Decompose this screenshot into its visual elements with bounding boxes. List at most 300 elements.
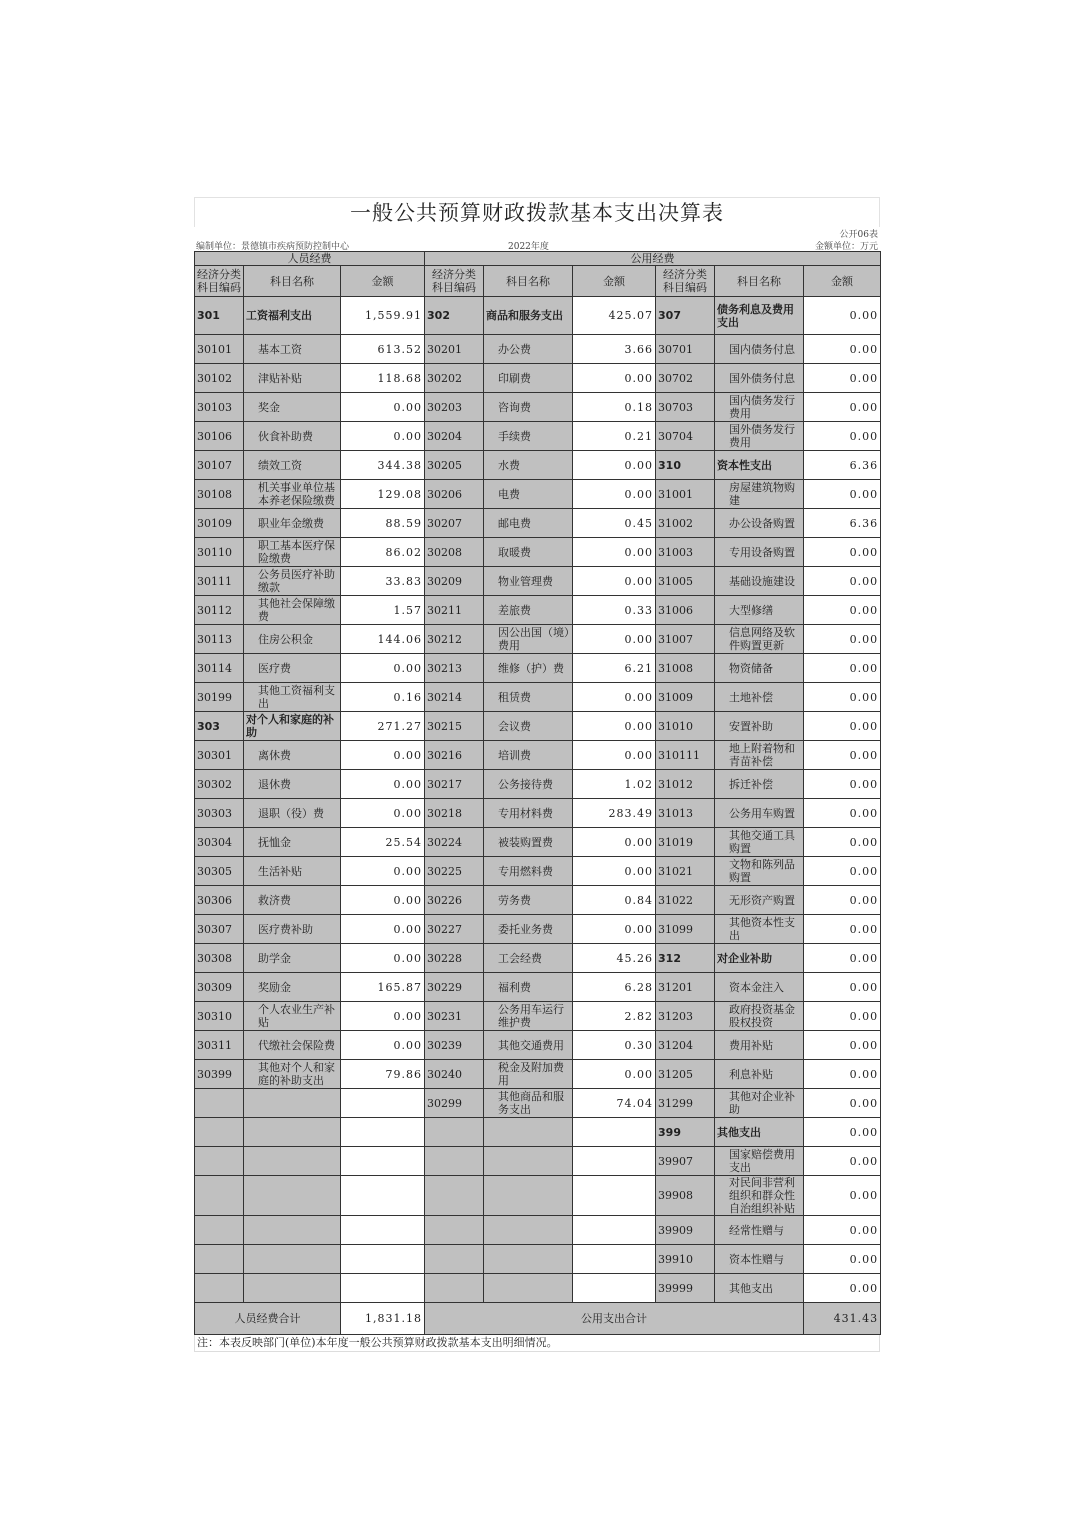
public-amount-cell: 0.00 bbox=[573, 683, 656, 712]
public-amount-cell: 0.00 bbox=[804, 1147, 881, 1176]
personnel-name-cell: 其他工资福利支出 bbox=[244, 683, 341, 712]
public-code-cell: 31299 bbox=[656, 1089, 715, 1118]
public-code-cell: 30218 bbox=[425, 799, 484, 828]
public-name-cell: 大型修缮 bbox=[715, 596, 804, 625]
personnel-amount-cell: 88.59 bbox=[341, 509, 425, 538]
public-code-cell: 30704 bbox=[656, 422, 715, 451]
public-amount-cell: 74.04 bbox=[573, 1089, 656, 1118]
personnel-code-cell: 30106 bbox=[195, 422, 244, 451]
personnel-code-cell: 30114 bbox=[195, 654, 244, 683]
public-amount-cell: 0.00 bbox=[804, 683, 881, 712]
public-code-cell: 30702 bbox=[656, 364, 715, 393]
section-header-row bbox=[195, 252, 881, 266]
public-code-cell: 30239 bbox=[425, 1031, 484, 1060]
personnel-code-cell: 30303 bbox=[195, 799, 244, 828]
personnel-name-cell bbox=[244, 1216, 341, 1245]
public-name-cell: 会议费 bbox=[484, 712, 573, 741]
public-name-cell: 委托业务费 bbox=[484, 915, 573, 944]
public-name-cell: 专用设备购置 bbox=[715, 538, 804, 567]
personnel-name-cell: 奖励金 bbox=[244, 973, 341, 1002]
public-code-cell bbox=[425, 1118, 484, 1147]
public-name-cell: 印刷费 bbox=[484, 364, 573, 393]
public-code-cell: 30228 bbox=[425, 944, 484, 973]
table-row bbox=[195, 1176, 881, 1216]
public-name-cell: 文物和陈列品购置 bbox=[715, 857, 804, 886]
public-name-cell: 取暖费 bbox=[484, 538, 573, 567]
personnel-code-cell: 30302 bbox=[195, 770, 244, 799]
public-amount-cell: 0.33 bbox=[573, 596, 656, 625]
table-row bbox=[195, 480, 881, 509]
public-code-cell: 310 bbox=[656, 451, 715, 480]
public-amount-cell: 0.00 bbox=[804, 886, 881, 915]
public-amount-cell: 0.00 bbox=[804, 828, 881, 857]
public-code-cell: 39999 bbox=[656, 1274, 715, 1303]
personnel-name-cell: 医疗费补助 bbox=[244, 915, 341, 944]
public-name-cell: 邮电费 bbox=[484, 509, 573, 538]
public-amount-cell: 0.00 bbox=[804, 335, 881, 364]
public-code-cell: 30225 bbox=[425, 857, 484, 886]
personnel-amount-cell bbox=[341, 1147, 425, 1176]
personnel-name-cell: 退休费 bbox=[244, 770, 341, 799]
meta-row-2 bbox=[194, 239, 880, 251]
year-label: 2022年度 bbox=[508, 242, 549, 252]
public-name-cell: 维修（护）费 bbox=[484, 654, 573, 683]
personnel-code-cell: 30111 bbox=[195, 567, 244, 596]
personnel-amount-cell: 33.83 bbox=[341, 567, 425, 596]
personnel-code-cell: 30305 bbox=[195, 857, 244, 886]
header-amount: 金额 bbox=[804, 266, 881, 297]
personnel-code-cell: 30304 bbox=[195, 828, 244, 857]
public-name-cell: 租赁费 bbox=[484, 683, 573, 712]
public-amount-cell: 0.00 bbox=[804, 422, 881, 451]
public-name-cell: 地上附着物和青苗补偿 bbox=[715, 741, 804, 770]
public-name-cell: 资本金注入 bbox=[715, 973, 804, 1002]
public-amount-cell: 0.00 bbox=[804, 1176, 881, 1216]
public-name-cell: 物资储备 bbox=[715, 654, 804, 683]
public-name-cell: 水费 bbox=[484, 451, 573, 480]
public-name-cell bbox=[484, 1176, 573, 1216]
public-code-cell: 302 bbox=[425, 297, 484, 335]
table-row bbox=[195, 297, 881, 335]
public-amount-cell: 0.00 bbox=[804, 364, 881, 393]
public-amount-cell: 0.00 bbox=[573, 364, 656, 393]
public-amount-cell: 0.00 bbox=[804, 1216, 881, 1245]
public-name-cell bbox=[484, 1274, 573, 1303]
public-name-cell: 国外债务发行费用 bbox=[715, 422, 804, 451]
table-row bbox=[195, 1089, 881, 1118]
public-amount-cell: 0.00 bbox=[804, 741, 881, 770]
public-name-cell: 办公费 bbox=[484, 335, 573, 364]
public-name-cell bbox=[484, 1216, 573, 1245]
public-name-cell: 物业管理费 bbox=[484, 567, 573, 596]
public-amount-cell: 0.00 bbox=[573, 451, 656, 480]
public-name-cell: 商品和服务支出 bbox=[484, 297, 573, 335]
public-code-cell: 31013 bbox=[656, 799, 715, 828]
public-code-cell: 30207 bbox=[425, 509, 484, 538]
public-code-cell: 30703 bbox=[656, 393, 715, 422]
table-row bbox=[195, 1274, 881, 1303]
personnel-name-cell: 机关事业单位基本养老保险缴费 bbox=[244, 480, 341, 509]
public-amount-cell: 0.00 bbox=[804, 654, 881, 683]
personnel-amount-cell: 129.08 bbox=[341, 480, 425, 509]
personnel-name-cell: 津贴补贴 bbox=[244, 364, 341, 393]
public-code-cell: 31203 bbox=[656, 1002, 715, 1031]
amount-unit: 金额单位：万元 bbox=[814, 242, 878, 252]
public-name-cell: 其他资本性支出 bbox=[715, 915, 804, 944]
table-row bbox=[195, 596, 881, 625]
personnel-amount-cell: 0.00 bbox=[341, 654, 425, 683]
personnel-amount-cell: 0.00 bbox=[341, 422, 425, 451]
table-row bbox=[195, 654, 881, 683]
public-code-cell: 30226 bbox=[425, 886, 484, 915]
personnel-amount-cell: 0.00 bbox=[341, 741, 425, 770]
public-code-cell: 31205 bbox=[656, 1060, 715, 1089]
public-name-cell: 费用补贴 bbox=[715, 1031, 804, 1060]
personnel-name-cell: 离休费 bbox=[244, 741, 341, 770]
public-name-cell: 对企业补助 bbox=[715, 944, 804, 973]
public-name-cell: 国内债务发行费用 bbox=[715, 393, 804, 422]
public-amount-cell: 0.00 bbox=[804, 1031, 881, 1060]
public-amount-cell: 0.21 bbox=[573, 422, 656, 451]
public-code-cell: 30240 bbox=[425, 1060, 484, 1089]
public-name-cell: 其他交通工具购置 bbox=[715, 828, 804, 857]
public-amount-cell: 0.00 bbox=[804, 567, 881, 596]
public-code-cell: 31001 bbox=[656, 480, 715, 509]
public-name-cell: 基础设施建设 bbox=[715, 567, 804, 596]
public-amount-cell bbox=[573, 1118, 656, 1147]
public-code-cell: 31012 bbox=[656, 770, 715, 799]
public-amount-cell: 0.00 bbox=[804, 770, 881, 799]
personnel-amount-cell: 0.00 bbox=[341, 857, 425, 886]
public-code-cell bbox=[425, 1216, 484, 1245]
personnel-code-cell bbox=[195, 1216, 244, 1245]
public-amount-cell bbox=[573, 1176, 656, 1216]
public-code-cell: 30214 bbox=[425, 683, 484, 712]
public-amount-cell: 6.36 bbox=[804, 451, 881, 480]
table-row bbox=[195, 973, 881, 1002]
public-name-cell: 咨询费 bbox=[484, 393, 573, 422]
public-amount-cell bbox=[573, 1147, 656, 1176]
public-amount-cell: 0.00 bbox=[804, 1060, 881, 1089]
public-amount-cell: 0.00 bbox=[804, 944, 881, 973]
personnel-name-cell: 奖金 bbox=[244, 393, 341, 422]
public-amount-cell: 0.00 bbox=[804, 1002, 881, 1031]
personnel-name-cell: 抚恤金 bbox=[244, 828, 341, 857]
public-name-cell: 其他对企业补助 bbox=[715, 1089, 804, 1118]
personnel-name-cell: 公务员医疗补助缴款 bbox=[244, 567, 341, 596]
public-name-cell: 专用材料费 bbox=[484, 799, 573, 828]
public-amount-cell: 0.84 bbox=[573, 886, 656, 915]
public-name-cell: 经常性赠与 bbox=[715, 1216, 804, 1245]
public-code-cell: 30202 bbox=[425, 364, 484, 393]
personnel-amount-cell: 0.00 bbox=[341, 393, 425, 422]
public-amount-cell: 45.26 bbox=[573, 944, 656, 973]
personnel-amount-cell bbox=[341, 1245, 425, 1274]
public-amount-cell: 0.00 bbox=[804, 915, 881, 944]
public-name-cell: 房屋建筑物购建 bbox=[715, 480, 804, 509]
public-code-cell: 30203 bbox=[425, 393, 484, 422]
personnel-amount-cell: 144.06 bbox=[341, 625, 425, 654]
public-amount-cell: 0.00 bbox=[804, 393, 881, 422]
personnel-amount-cell: 165.87 bbox=[341, 973, 425, 1002]
public-code-cell: 31019 bbox=[656, 828, 715, 857]
header-code: 经济分类科目编码 bbox=[195, 266, 244, 297]
public-name-cell: 工会经费 bbox=[484, 944, 573, 973]
public-total-label: 公用支出合计 bbox=[425, 1303, 804, 1335]
table-row bbox=[195, 1118, 881, 1147]
personnel-name-cell: 住房公积金 bbox=[244, 625, 341, 654]
public-name-cell: 公务用车运行维护费 bbox=[484, 1002, 573, 1031]
table-row bbox=[195, 857, 881, 886]
personnel-code-cell: 30101 bbox=[195, 335, 244, 364]
personnel-amount-cell: 0.00 bbox=[341, 886, 425, 915]
public-name-cell: 债务利息及费用支出 bbox=[715, 297, 804, 335]
public-code-cell: 31204 bbox=[656, 1031, 715, 1060]
public-name-cell: 被装购置费 bbox=[484, 828, 573, 857]
header-code: 经济分类科目编码 bbox=[425, 266, 484, 297]
personnel-name-cell bbox=[244, 1176, 341, 1216]
public-name-cell: 专用燃料费 bbox=[484, 857, 573, 886]
public-code-cell: 31099 bbox=[656, 915, 715, 944]
table-row bbox=[195, 741, 881, 770]
personnel-amount-cell bbox=[341, 1118, 425, 1147]
public-amount-cell: 1.02 bbox=[573, 770, 656, 799]
unit-label: 编制单位：景德镇市疾病预防控制中心 bbox=[196, 242, 350, 252]
personnel-code-cell: 30102 bbox=[195, 364, 244, 393]
public-code-cell: 31010 bbox=[656, 712, 715, 741]
public-name-cell: 因公出国（境）费用 bbox=[484, 625, 573, 654]
personnel-name-cell: 绩效工资 bbox=[244, 451, 341, 480]
table-row bbox=[195, 799, 881, 828]
personnel-amount-cell: 0.00 bbox=[341, 1002, 425, 1031]
public-amount-cell: 0.00 bbox=[804, 857, 881, 886]
personnel-code-cell: 303 bbox=[195, 712, 244, 741]
public-code-cell: 31201 bbox=[656, 973, 715, 1002]
section-personnel: 人员经费 bbox=[195, 252, 425, 266]
personnel-name-cell bbox=[244, 1245, 341, 1274]
personnel-code-cell: 30311 bbox=[195, 1031, 244, 1060]
public-amount-cell: 0.00 bbox=[804, 625, 881, 654]
personnel-code-cell bbox=[195, 1274, 244, 1303]
personnel-name-cell: 个人农业生产补贴 bbox=[244, 1002, 341, 1031]
table-row bbox=[195, 567, 881, 596]
personnel-amount-cell: 344.38 bbox=[341, 451, 425, 480]
personnel-code-cell: 30308 bbox=[195, 944, 244, 973]
personnel-name-cell: 职业年金缴费 bbox=[244, 509, 341, 538]
public-amount-cell bbox=[573, 1274, 656, 1303]
public-code-cell: 30224 bbox=[425, 828, 484, 857]
public-code-cell bbox=[425, 1274, 484, 1303]
personnel-amount-cell: 1.57 bbox=[341, 596, 425, 625]
personnel-amount-cell bbox=[341, 1274, 425, 1303]
personnel-code-cell: 30301 bbox=[195, 741, 244, 770]
personnel-code-cell: 30309 bbox=[195, 973, 244, 1002]
personnel-name-cell: 基本工资 bbox=[244, 335, 341, 364]
public-code-cell: 31006 bbox=[656, 596, 715, 625]
public-name-cell: 其他支出 bbox=[715, 1118, 804, 1147]
table-row bbox=[195, 683, 881, 712]
personnel-amount-cell: 25.54 bbox=[341, 828, 425, 857]
personnel-code-cell: 30110 bbox=[195, 538, 244, 567]
header-amount: 金额 bbox=[341, 266, 425, 297]
table-row bbox=[195, 509, 881, 538]
personnel-code-cell: 30109 bbox=[195, 509, 244, 538]
public-name-cell: 政府投资基金股权投资 bbox=[715, 1002, 804, 1031]
public-amount-cell: 0.18 bbox=[573, 393, 656, 422]
footnote: 注：本表反映部门(单位)本年度一般公共预算财政拨款基本支出明细情况。 bbox=[194, 1335, 880, 1352]
public-code-cell: 30201 bbox=[425, 335, 484, 364]
personnel-code-cell: 30113 bbox=[195, 625, 244, 654]
personnel-amount-cell: 0.00 bbox=[341, 1031, 425, 1060]
public-code-cell: 30227 bbox=[425, 915, 484, 944]
personnel-total-label: 人员经费合计 bbox=[195, 1303, 341, 1335]
public-code-cell: 30209 bbox=[425, 567, 484, 596]
public-name-cell: 其他商品和服务支出 bbox=[484, 1089, 573, 1118]
table-row bbox=[195, 944, 881, 973]
report-sheet bbox=[194, 197, 880, 1352]
public-name-cell: 税金及附加费用 bbox=[484, 1060, 573, 1089]
personnel-code-cell: 30306 bbox=[195, 886, 244, 915]
public-code-cell bbox=[425, 1147, 484, 1176]
header-name: 科目名称 bbox=[484, 266, 573, 297]
personnel-total-value: 1,831.18 bbox=[341, 1303, 425, 1335]
public-name-cell: 办公设备购置 bbox=[715, 509, 804, 538]
table-row bbox=[195, 1216, 881, 1245]
public-name-cell: 资本性支出 bbox=[715, 451, 804, 480]
public-amount-cell: 0.00 bbox=[804, 297, 881, 335]
public-amount-cell bbox=[573, 1216, 656, 1245]
public-code-cell: 31021 bbox=[656, 857, 715, 886]
personnel-name-cell: 退职（役）费 bbox=[244, 799, 341, 828]
public-name-cell bbox=[484, 1245, 573, 1274]
public-amount-cell: 0.00 bbox=[573, 567, 656, 596]
public-amount-cell: 0.00 bbox=[573, 712, 656, 741]
table-row bbox=[195, 422, 881, 451]
public-code-cell: 30208 bbox=[425, 538, 484, 567]
totals-row bbox=[195, 1303, 881, 1335]
public-amount-cell: 0.00 bbox=[573, 480, 656, 509]
public-name-cell: 国家赔偿费用支出 bbox=[715, 1147, 804, 1176]
public-code-cell bbox=[425, 1245, 484, 1274]
public-code-cell: 30231 bbox=[425, 1002, 484, 1031]
public-name-cell: 安置补助 bbox=[715, 712, 804, 741]
public-code-cell: 31007 bbox=[656, 625, 715, 654]
table-row bbox=[195, 1060, 881, 1089]
public-name-cell: 其他交通费用 bbox=[484, 1031, 573, 1060]
personnel-code-cell bbox=[195, 1176, 244, 1216]
public-amount-cell: 0.45 bbox=[573, 509, 656, 538]
public-name-cell bbox=[484, 1118, 573, 1147]
public-code-cell: 30213 bbox=[425, 654, 484, 683]
public-code-cell: 30211 bbox=[425, 596, 484, 625]
table-row bbox=[195, 1147, 881, 1176]
personnel-code-cell: 301 bbox=[195, 297, 244, 335]
public-code-cell: 31003 bbox=[656, 538, 715, 567]
public-amount-cell: 6.36 bbox=[804, 509, 881, 538]
personnel-code-cell: 30103 bbox=[195, 393, 244, 422]
public-amount-cell: 0.00 bbox=[573, 538, 656, 567]
public-amount-cell: 0.00 bbox=[804, 1274, 881, 1303]
public-code-cell: 30229 bbox=[425, 973, 484, 1002]
table-row bbox=[195, 335, 881, 364]
personnel-amount-cell: 271.27 bbox=[341, 712, 425, 741]
personnel-name-cell: 救济费 bbox=[244, 886, 341, 915]
public-amount-cell: 2.82 bbox=[573, 1002, 656, 1031]
public-code-cell: 31008 bbox=[656, 654, 715, 683]
public-amount-cell: 0.00 bbox=[573, 741, 656, 770]
personnel-name-cell bbox=[244, 1118, 341, 1147]
public-code-cell: 30204 bbox=[425, 422, 484, 451]
personnel-name-cell: 生活补贴 bbox=[244, 857, 341, 886]
personnel-code-cell bbox=[195, 1089, 244, 1118]
personnel-name-cell: 对个人和家庭的补助 bbox=[244, 712, 341, 741]
public-name-cell: 无形资产购置 bbox=[715, 886, 804, 915]
public-name-cell: 公务用车购置 bbox=[715, 799, 804, 828]
table-row bbox=[195, 712, 881, 741]
personnel-code-cell: 30310 bbox=[195, 1002, 244, 1031]
public-amount-cell: 0.00 bbox=[573, 857, 656, 886]
personnel-name-cell: 医疗费 bbox=[244, 654, 341, 683]
header-name: 科目名称 bbox=[715, 266, 804, 297]
public-name-cell: 资本性赠与 bbox=[715, 1245, 804, 1274]
public-name-cell bbox=[484, 1147, 573, 1176]
public-amount-cell: 3.66 bbox=[573, 335, 656, 364]
personnel-name-cell: 代缴社会保险费 bbox=[244, 1031, 341, 1060]
table-row bbox=[195, 364, 881, 393]
public-code-cell: 31009 bbox=[656, 683, 715, 712]
header-name: 科目名称 bbox=[244, 266, 341, 297]
public-name-cell: 电费 bbox=[484, 480, 573, 509]
public-amount-cell: 283.49 bbox=[573, 799, 656, 828]
public-amount-cell: 0.00 bbox=[804, 1118, 881, 1147]
section-public: 公用经费 bbox=[425, 252, 881, 266]
public-amount-cell: 0.00 bbox=[804, 712, 881, 741]
personnel-name-cell: 助学金 bbox=[244, 944, 341, 973]
table-row bbox=[195, 770, 881, 799]
personnel-code-cell: 30107 bbox=[195, 451, 244, 480]
personnel-amount-cell: 613.52 bbox=[341, 335, 425, 364]
public-code-cell: 39910 bbox=[656, 1245, 715, 1274]
header-code: 经济分类科目编码 bbox=[656, 266, 715, 297]
public-name-cell: 信息网络及软件购置更新 bbox=[715, 625, 804, 654]
personnel-code-cell bbox=[195, 1118, 244, 1147]
public-name-cell: 其他支出 bbox=[715, 1274, 804, 1303]
form-code: 公开06表 bbox=[839, 230, 878, 240]
personnel-amount-cell: 0.16 bbox=[341, 683, 425, 712]
header-amount: 金额 bbox=[573, 266, 656, 297]
public-code-cell: 39909 bbox=[656, 1216, 715, 1245]
public-name-cell: 手续费 bbox=[484, 422, 573, 451]
public-name-cell: 国外债务付息 bbox=[715, 364, 804, 393]
public-code-cell: 31002 bbox=[656, 509, 715, 538]
public-name-cell: 公务接待费 bbox=[484, 770, 573, 799]
personnel-amount-cell bbox=[341, 1216, 425, 1245]
public-name-cell: 劳务费 bbox=[484, 886, 573, 915]
personnel-amount-cell: 79.86 bbox=[341, 1060, 425, 1089]
public-code-cell: 307 bbox=[656, 297, 715, 335]
public-name-cell: 对民间非营利组织和群众性自治组织补贴 bbox=[715, 1176, 804, 1216]
public-amount-cell: 0.00 bbox=[804, 596, 881, 625]
public-amount-cell: 0.30 bbox=[573, 1031, 656, 1060]
public-name-cell: 福利费 bbox=[484, 973, 573, 1002]
personnel-amount-cell: 0.00 bbox=[341, 944, 425, 973]
public-code-cell: 30215 bbox=[425, 712, 484, 741]
personnel-amount-cell: 0.00 bbox=[341, 770, 425, 799]
public-code-cell: 30216 bbox=[425, 741, 484, 770]
personnel-name-cell bbox=[244, 1089, 341, 1118]
report-title: 一般公共预算财政拨款基本支出决算表 bbox=[194, 197, 880, 227]
public-amount-cell: 0.00 bbox=[804, 538, 881, 567]
